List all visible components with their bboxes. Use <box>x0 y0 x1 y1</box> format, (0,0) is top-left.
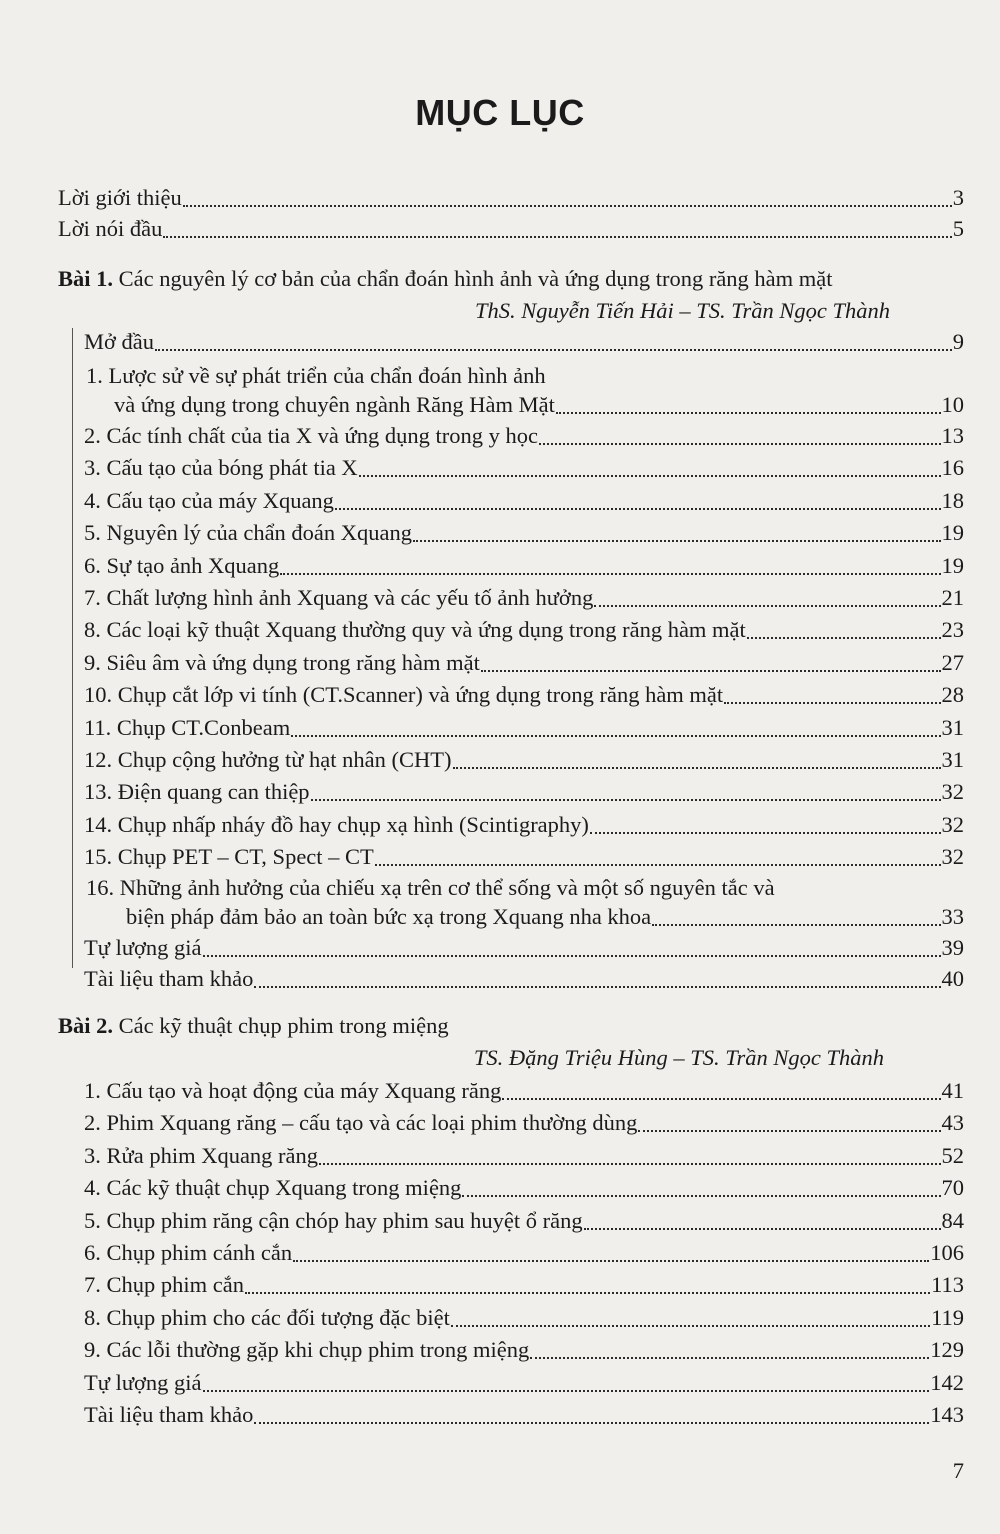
entry-label: Tự lượng giá <box>84 935 202 960</box>
entry-page: 119 <box>931 1304 964 1330</box>
entry-label: 2. Phim Xquang răng – cấu tạo và các loại phim thường dùng <box>84 1110 638 1136</box>
entry-page: 9 <box>952 329 964 354</box>
page-number: 7 <box>952 1458 964 1483</box>
toc-entry-1-line2 <box>114 389 964 421</box>
entry-page: 41 <box>941 1078 964 1103</box>
entry-page: 23 <box>941 617 964 643</box>
dot-leader <box>245 1292 930 1294</box>
entry-page: 43 <box>941 1110 964 1136</box>
chapter-1-heading <box>58 263 833 295</box>
toc-entry <box>84 647 964 679</box>
toc-entry-references <box>84 963 964 995</box>
entry-page: 32 <box>941 811 964 837</box>
dot-leader <box>359 475 941 477</box>
entry-page: 52 <box>941 1142 964 1168</box>
dot-leader <box>590 832 941 834</box>
entry-label: 11. Chụp CT.Conbeam <box>84 714 291 740</box>
toc-entry <box>84 1367 964 1399</box>
toc-entry <box>84 712 964 744</box>
dot-leader <box>724 702 940 704</box>
entry-label: Mở đầu <box>84 329 155 354</box>
dot-leader <box>451 1325 930 1327</box>
dot-leader <box>335 508 941 510</box>
entry-page: 106 <box>930 1240 964 1265</box>
entry-page: 129 <box>930 1337 964 1363</box>
chapter-title: Các nguyên lý cơ bản của chẩn đoán hình ảnh và ứng dụng trong răng hàm mặt <box>113 266 833 291</box>
entry-page: 21 <box>941 585 964 610</box>
entry-label: 5. Chụp phim răng cận chóp hay phim sau huyệt ổ răng <box>84 1207 583 1233</box>
toc-entry <box>84 614 964 646</box>
entry-page: 10 <box>941 392 964 417</box>
dot-leader <box>291 735 940 737</box>
dot-leader <box>539 443 941 445</box>
entry-label: 7. Chất lượng hình ảnh Xquang và các yếu tố ảnh hưởng <box>84 585 594 610</box>
entry-page: 19 <box>941 552 964 578</box>
entry-label: 3. Rửa phim Xquang răng <box>84 1142 319 1168</box>
page-title: MỤC LỤC <box>415 92 585 133</box>
entry-page: 28 <box>941 682 964 708</box>
toc-entry <box>84 485 964 517</box>
toc-entry <box>84 1140 964 1172</box>
entry-label: 6. Chụp phim cánh cắn <box>84 1240 293 1265</box>
toc-entry <box>84 582 964 614</box>
entry-label: 7. Chụp phim cắn <box>84 1272 244 1298</box>
toc-entry-preface <box>58 213 964 245</box>
toc-entry <box>84 809 964 841</box>
entry-label: 15. Chụp PET – CT, Spect – CT <box>84 844 374 870</box>
chapter-title: Các kỹ thuật chụp phim trong miệng <box>113 1013 449 1038</box>
entry-page: 84 <box>941 1207 964 1233</box>
dot-leader <box>413 540 940 542</box>
entry-label: 5. Nguyên lý của chẩn đoán Xquang <box>84 520 413 546</box>
entry-page: 70 <box>941 1175 964 1201</box>
entry-label: 8. Các loại kỹ thuật Xquang thường quy và ứng dụng trong răng hàm mặt <box>84 617 746 643</box>
entry-label: Tài liệu tham khảo <box>84 1402 254 1427</box>
dot-leader <box>453 767 941 769</box>
entry-page: 19 <box>941 520 964 546</box>
dot-leader <box>530 1357 929 1359</box>
toc-entry <box>84 1107 964 1139</box>
entry-label: 4. Cấu tạo của máy Xquang <box>84 487 334 513</box>
entry-label: và ứng dụng trong chuyên ngành Răng Hàm Mặt <box>114 392 555 417</box>
entry-label: biện pháp đảm bảo an toàn bức xạ trong Xquang nha khoa <box>126 904 652 929</box>
dot-leader <box>280 573 940 575</box>
entry-label: 10. Chụp cắt lớp vi tính (CT.Scanner) và ứng dụng trong răng hàm mặt <box>84 682 724 708</box>
entry-label: Lời giới thiệu <box>58 185 182 210</box>
dot-leader <box>254 986 940 988</box>
toc-entry <box>84 420 964 452</box>
entry-page: 27 <box>941 649 964 675</box>
toc-entry <box>84 744 964 776</box>
dot-leader <box>319 1163 940 1165</box>
entry-label: 14. Chụp nhấp nháy đồ hay chụp xạ hình (Scintigraphy) <box>84 811 589 837</box>
dot-leader <box>183 205 952 207</box>
toc-entry <box>84 1269 964 1301</box>
entry-label: 12. Chụp cộng hưởng từ hạt nhân (CHT) <box>84 747 452 772</box>
dot-leader <box>203 955 941 957</box>
toc-entry-self-test <box>84 932 964 964</box>
entry-label: 3. Cấu tạo của bóng phát tia X <box>84 455 358 481</box>
entry-page: 13 <box>941 423 964 448</box>
dot-leader <box>163 236 951 238</box>
entry-label: 13. Điện quang can thiệp <box>84 779 310 805</box>
dot-leader <box>481 670 941 672</box>
entry-label: 1. Cấu tạo và hoạt động của máy Xquang răng <box>84 1078 502 1103</box>
dot-leader <box>462 1195 940 1197</box>
entry-label: 6. Sự tạo ảnh Xquang <box>84 552 280 578</box>
entry-label: 2. Các tính chất của tia X và ứng dụng trong y học <box>84 423 538 448</box>
entry-page: 31 <box>941 747 964 772</box>
entry-label: 9. Siêu âm và ứng dụng trong răng hàm mặt <box>84 649 480 675</box>
toc-entry <box>84 1075 964 1107</box>
toc-entry-intro <box>58 182 964 214</box>
toc-entry-1-line1: 1. Lược sử về sự phát triển của chẩn đoán hình ảnh <box>86 363 546 388</box>
dot-leader <box>155 349 952 351</box>
dot-leader <box>747 637 941 639</box>
entry-page: 33 <box>941 904 964 929</box>
chapter-1-authors: ThS. Nguyễn Tiến Hải – TS. Trần Ngọc Thành <box>474 298 890 323</box>
dot-leader <box>311 799 941 801</box>
entry-page: 142 <box>930 1369 964 1395</box>
entry-label: 8. Chụp phim cho các đối tượng đặc biệt <box>84 1304 450 1330</box>
entry-page: 18 <box>941 487 964 513</box>
entry-page: 143 <box>930 1402 964 1427</box>
chapter-2-authors: TS. Đặng Triệu Hùng – TS. Trần Ngọc Thành <box>473 1045 884 1070</box>
toc-entry <box>84 1237 964 1269</box>
dot-leader <box>594 605 940 607</box>
dot-leader <box>652 924 940 926</box>
chapter-number: Bài 1. <box>58 266 114 291</box>
dot-leader <box>293 1260 929 1262</box>
entry-page: 3 <box>952 185 964 210</box>
toc-entry <box>84 679 964 711</box>
toc-entry-opening <box>84 326 964 358</box>
dot-leader <box>556 412 941 414</box>
chapter-2-heading <box>58 1010 449 1042</box>
toc-entry <box>84 1172 964 1204</box>
toc-entry-16-line2 <box>126 901 964 933</box>
dot-leader <box>203 1390 930 1392</box>
entry-page: 32 <box>941 844 964 870</box>
toc-entry <box>84 1302 964 1334</box>
entry-page: 16 <box>941 455 964 481</box>
dot-leader <box>254 1422 929 1424</box>
toc-entry <box>84 1205 964 1237</box>
entry-page: 5 <box>952 216 964 241</box>
toc-entry <box>84 776 964 808</box>
entry-page: 31 <box>941 714 964 740</box>
chapter-1-bracket <box>72 328 77 968</box>
chapter-number: Bài 2. <box>58 1013 114 1038</box>
entry-label: Lời nói đầu <box>58 216 163 241</box>
entry-page: 113 <box>931 1272 964 1298</box>
entry-label: 4. Các kỹ thuật chụp Xquang trong miệng <box>84 1175 462 1201</box>
toc-entry <box>84 1334 964 1366</box>
entry-label: Tự lượng giá <box>84 1369 202 1395</box>
toc-entry-16-line1: 16. Những ảnh hưởng của chiếu xạ trên cơ thể sống và một số nguyên tắc và <box>86 875 775 900</box>
toc-entry <box>84 841 964 873</box>
dot-leader <box>638 1130 940 1132</box>
toc-entry <box>84 452 964 484</box>
dot-leader <box>502 1098 940 1100</box>
entry-page: 40 <box>941 966 964 991</box>
entry-label: Tài liệu tham khảo <box>84 966 254 991</box>
toc-entry <box>84 1399 964 1431</box>
entry-label: 9. Các lỗi thường gặp khi chụp phim trong miệng <box>84 1337 530 1363</box>
entry-page: 39 <box>941 935 964 960</box>
dot-leader <box>375 864 941 866</box>
entry-page: 32 <box>941 779 964 805</box>
dot-leader <box>584 1228 941 1230</box>
toc-entry <box>84 550 964 582</box>
toc-entry <box>84 517 964 549</box>
